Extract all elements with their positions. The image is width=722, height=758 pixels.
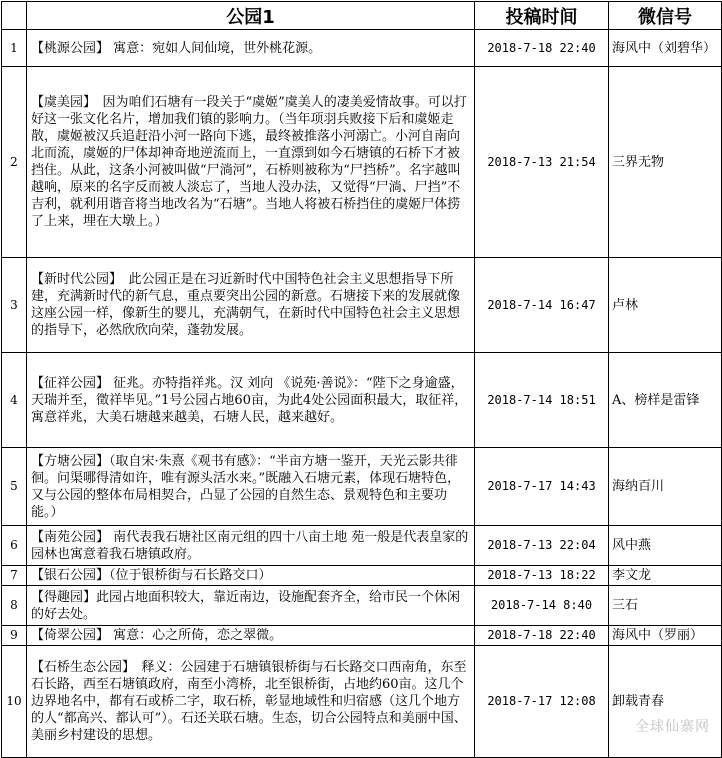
table-row (2, 526, 722, 566)
watermark: 全球仙寨网 (635, 719, 710, 735)
header-time: 投稿时间 (475, 2, 609, 30)
row-time: 2018-7-17 12:08 (475, 646, 609, 758)
row-time: 2018-7-17 14:43 (475, 448, 609, 526)
row-description: 【新时代公园】 此公园正是在习近新时代中国特色社会主义思想指导下所建，充满新时代的新气息，重点要突出公园的新意。石塘接下来的发展就像这座公园一样，像新生的婴儿，充满朝气，在新时代中国特色社会主义思想的指导下，必然欣欣向荣，蓬勃发展。 (27, 258, 475, 353)
row-time: 2018-7-13 18:22 (475, 566, 609, 586)
row-index: 3 (2, 258, 27, 353)
row-index: 8 (2, 586, 27, 626)
row-wechat: 海纳百川 (609, 448, 722, 526)
row-wechat: A、榜样是雷锋 (609, 353, 722, 448)
header-row (2, 2, 722, 30)
row-index: 5 (2, 448, 27, 526)
table-row (2, 67, 722, 258)
row-description: 【桃源公园】 寓意：宛如人间仙境，世外桃花源。 (27, 30, 475, 67)
submissions-table (1, 1, 722, 758)
row-time: 2018-7-18 22:40 (475, 30, 609, 67)
row-wechat: 李文龙 (609, 566, 722, 586)
header-park: 公园1 (27, 2, 475, 30)
row-index: 9 (2, 626, 27, 646)
row-time: 2018-7-18 22:40 (475, 626, 609, 646)
row-wechat: 卸载青春 (609, 646, 722, 758)
row-description: 【方塘公园】（取自宋·朱熹《观书有感》：“半亩方塘一鉴开，天光云影共徘徊。问渠哪得清如许，唯有源头活水来。”既融入石塘元素，体现石塘特色，又与公园的整体布局相契合，凸显了公园的自然生态、景观特色和主要功能。） (27, 448, 475, 526)
table-row (2, 646, 722, 758)
row-description: 【倚翠公园】 寓意：心之所倚，恋之翠微。 (27, 626, 475, 646)
row-wechat: 风中燕 (609, 526, 722, 566)
table-row (2, 566, 722, 586)
table-row (2, 586, 722, 626)
row-index: 1 (2, 30, 27, 67)
row-index: 7 (2, 566, 27, 586)
table-row (2, 353, 722, 448)
row-wechat: 海风中（刘碧华） (609, 30, 722, 67)
row-time: 2018-7-14 18:51 (475, 353, 609, 448)
row-description: 【得趣园】此园占地面积较大，靠近南边，设施配套齐全，给市民一个休闲的好去处。 (27, 586, 475, 626)
row-description: 【南苑公园】 南代表我石塘社区南元组的四十八亩土地 苑一般是代表皇家的园林也寓意着我石塘镇政府。 (27, 526, 475, 566)
row-time: 2018-7-13 21:54 (475, 67, 609, 258)
header-index (2, 2, 27, 30)
row-index: 10 (2, 646, 27, 758)
row-wechat: 海风中（罗丽） (609, 626, 722, 646)
table-row (2, 626, 722, 646)
row-time: 2018-7-14 8:40 (475, 586, 609, 626)
row-time: 2018-7-13 22:04 (475, 526, 609, 566)
row-description: 【征祥公园】 征兆。亦特指祥兆。汉 刘向 《说苑·善说》：“陛下之身逾盛，天瑞并至，徵祥毕见。”1号公园占地60亩，为此4处公园面积最大，取征祥，寓意祥兆，大美石塘越来越美，石塘人民，越来越好。 (27, 353, 475, 448)
header-wechat: 微信号 (609, 2, 722, 30)
row-wechat: 三界无物 (609, 67, 722, 258)
row-time: 2018-7-14 16:47 (475, 258, 609, 353)
row-description: 【银石公园】（位于银桥街与石长路交口） (27, 566, 475, 586)
row-description: 【虞美园】 因为咱们石塘有一段关于“虞姬”虞美人的凄美爱情故事。可以打好这一张文化名片，增加我们镇的影响力。（当年项羽兵败接下后和虞姬走散，虞姬被汉兵追赶沿小河一路向下逃，最终被推落小河溺亡。小河自南向北而流，虞姬的尸体却神奇地逆流而上，一直漂到如今石塘镇的石桥下才被挡住。从此，这条小河被叫做“尸淌河”，石桥则被称为“尸挡桥”。名字越叫越响，原来的名字反而被人淡忘了，当地人没办法，又觉得“尸淌、尸挡”不吉利，就利用谐音将当地改名为“石塘”。当地人将被石桥挡住的虞姬尸体捞了上来，埋在大墩上。） (27, 67, 475, 258)
row-index: 6 (2, 526, 27, 566)
row-index: 2 (2, 67, 27, 258)
row-index: 4 (2, 353, 27, 448)
row-wechat: 卢林 (609, 258, 722, 353)
table-row (2, 258, 722, 353)
table-row (2, 448, 722, 526)
row-wechat: 三石 (609, 586, 722, 626)
row-description: 【石桥生态公园】 释义：公园建于石塘镇银桥街与石长路交口西南角，东至石长路，西至石塘镇政府，南至小湾桥，北至银桥街，占地约60亩。这几个边界地名中，都有石或桥二字，取石桥，彰显地域性和归宿感（这几个地方的人“都高兴、都认可”）。石还关联石塘。生态，切合公园特点和美丽中国、美丽乡村建设的思想。 (27, 646, 475, 758)
table-row (2, 30, 722, 67)
